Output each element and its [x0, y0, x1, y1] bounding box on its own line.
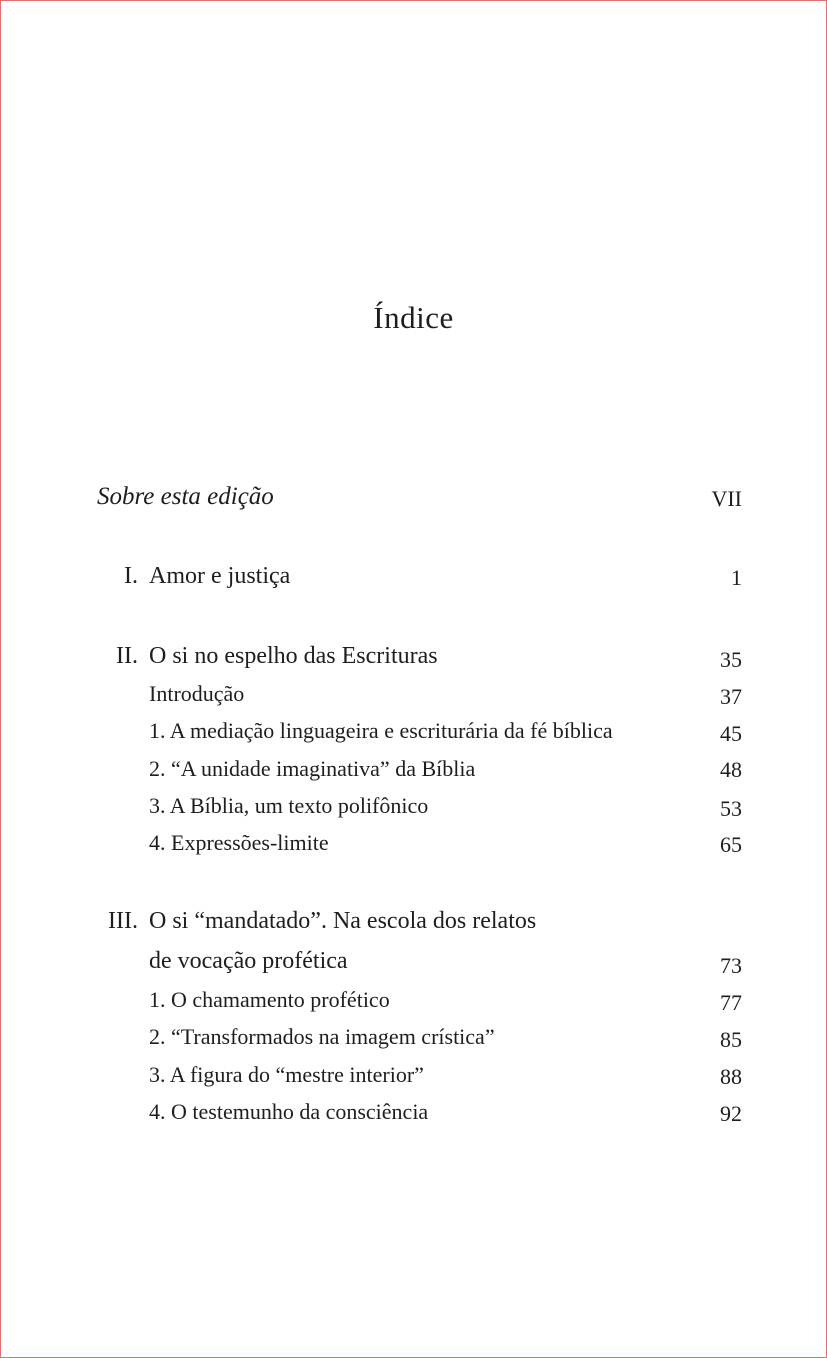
front-matter-label: Sobre esta edição — [97, 483, 274, 510]
chapter-2-section-1: 1. A mediação linguageira e escriturária da fé bíblica — [149, 718, 613, 743]
chapter-3-section-3-page: 88 — [720, 1064, 742, 1089]
chapter-3-section-3: 3. A figura do “mestre interior” — [149, 1062, 424, 1087]
chapter-2-section-1-page: 45 — [720, 721, 742, 746]
chapter-3-section-1: 1. O chamamento profético — [149, 987, 390, 1012]
chapter-3-page: 73 — [720, 953, 742, 978]
chapter-3-section-2-page: 85 — [720, 1027, 742, 1052]
chapter-2-section-3: 3. A Bíblia, um texto polifônico — [149, 793, 429, 818]
chapter-3-numeral: III. — [108, 908, 138, 934]
chapter-3-section-1-page: 77 — [720, 990, 742, 1015]
chapter-2-section-2-page: 48 — [720, 757, 742, 782]
chapter-3-title-line-1: O si “mandatado”. Na escola dos relatos — [149, 908, 537, 934]
chapter-2-title: O si no espelho das Escrituras — [149, 643, 438, 669]
chapter-2-section-intro-page: 37 — [720, 684, 742, 709]
page-title: Índice — [373, 300, 454, 335]
chapter-3-section-4: 4. O testemunho da consciência — [149, 1099, 429, 1124]
chapter-2-section-3-page: 53 — [720, 796, 742, 821]
front-matter-page: VII — [711, 486, 742, 511]
chapter-2-section-intro: Introdução — [149, 681, 245, 706]
chapter-1-page: 1 — [731, 565, 742, 590]
chapter-2-section-2: 2. “A unidade imaginativa” da Bíblia — [149, 756, 476, 781]
chapter-3-title-line-2: de vocação profética — [149, 948, 348, 974]
chapter-2-section-4: 4. Expressões-limite — [149, 830, 329, 855]
chapter-2-page: 35 — [720, 647, 742, 672]
chapter-1-title: Amor e justiça — [149, 563, 291, 589]
chapter-1-numeral: I. — [124, 563, 138, 589]
chapter-3-section-2: 2. “Transformados na imagem crística” — [149, 1024, 495, 1049]
chapter-2-numeral: II. — [116, 643, 138, 669]
chapter-2-section-4-page: 65 — [720, 832, 742, 857]
chapter-3-section-4-page: 92 — [720, 1101, 742, 1126]
